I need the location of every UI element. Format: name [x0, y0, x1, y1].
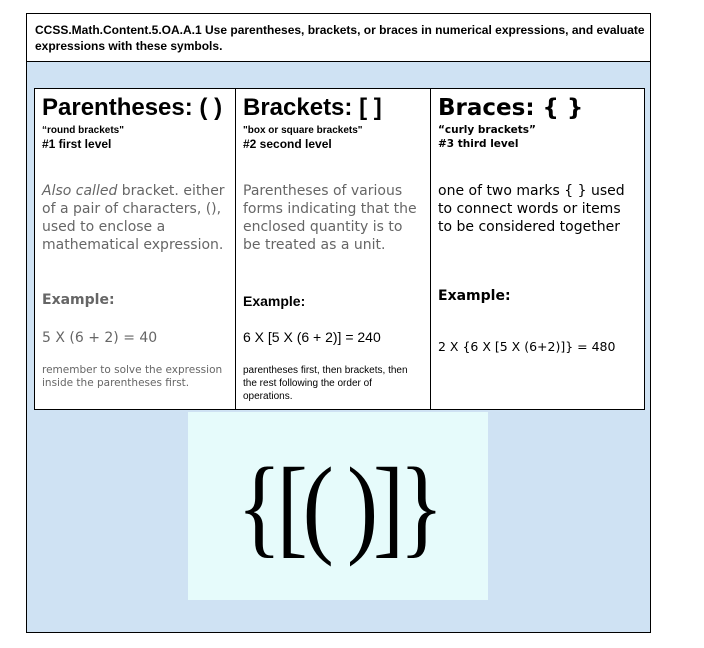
example-label: Example:	[243, 293, 306, 309]
column-subtitle: "box or square brackets"	[243, 125, 363, 136]
definition	[42, 182, 235, 254]
example-expression: 5 X (6 + 2) = 40	[42, 330, 158, 346]
standard-header	[27, 14, 650, 62]
column-subtitle: “curly brackets”	[438, 124, 536, 136]
definition-text: bracket. either of a pair of characters, (), used to enclose a mathematical expression.	[42, 183, 225, 253]
column-subtitle: “round brackets"	[42, 125, 124, 136]
symbols-table	[34, 88, 645, 410]
definition-text: one of two marks { } used to connect words or items to be considered together	[438, 183, 625, 235]
column-title: Braces: { }	[438, 95, 584, 121]
column-level: #3 third level	[438, 138, 519, 150]
braces-column	[431, 89, 644, 409]
brackets-illustration	[188, 412, 488, 600]
example-note: parentheses first, then brackets, then the rest following the order of operations.	[243, 365, 408, 402]
example-note: remember to solve the expression inside the parentheses first.	[42, 364, 223, 389]
definition-italic: Also called	[42, 183, 118, 199]
example-label: Example:	[42, 292, 115, 308]
standard-text: CCSS.Math.Content.5.OA.A.1 Use parentheses, brackets, or braces in numerical expressions, and evaluate expressions with these symbols.	[35, 23, 645, 53]
nested-symbols: {[( )]}	[237, 444, 439, 567]
column-level: #1 first level	[42, 137, 112, 151]
example-expression: 2 X {6 X [5 X (6+2)]} = 480	[438, 339, 616, 354]
column-level: #2 second level	[243, 137, 332, 151]
example-label: Example:	[438, 288, 511, 304]
standard-card	[26, 13, 651, 633]
parentheses-column	[35, 89, 236, 409]
brackets-column	[236, 89, 431, 409]
definition	[438, 182, 638, 236]
example-expression: 6 X [5 X (6 + 2)] = 240	[243, 329, 381, 345]
column-title: Brackets: [ ]	[243, 94, 382, 121]
definition: Parentheses of various forms indicating that the enclosed quantity is to be treated as a unit.	[243, 183, 417, 253]
column-title: Parentheses: ( )	[42, 94, 223, 121]
